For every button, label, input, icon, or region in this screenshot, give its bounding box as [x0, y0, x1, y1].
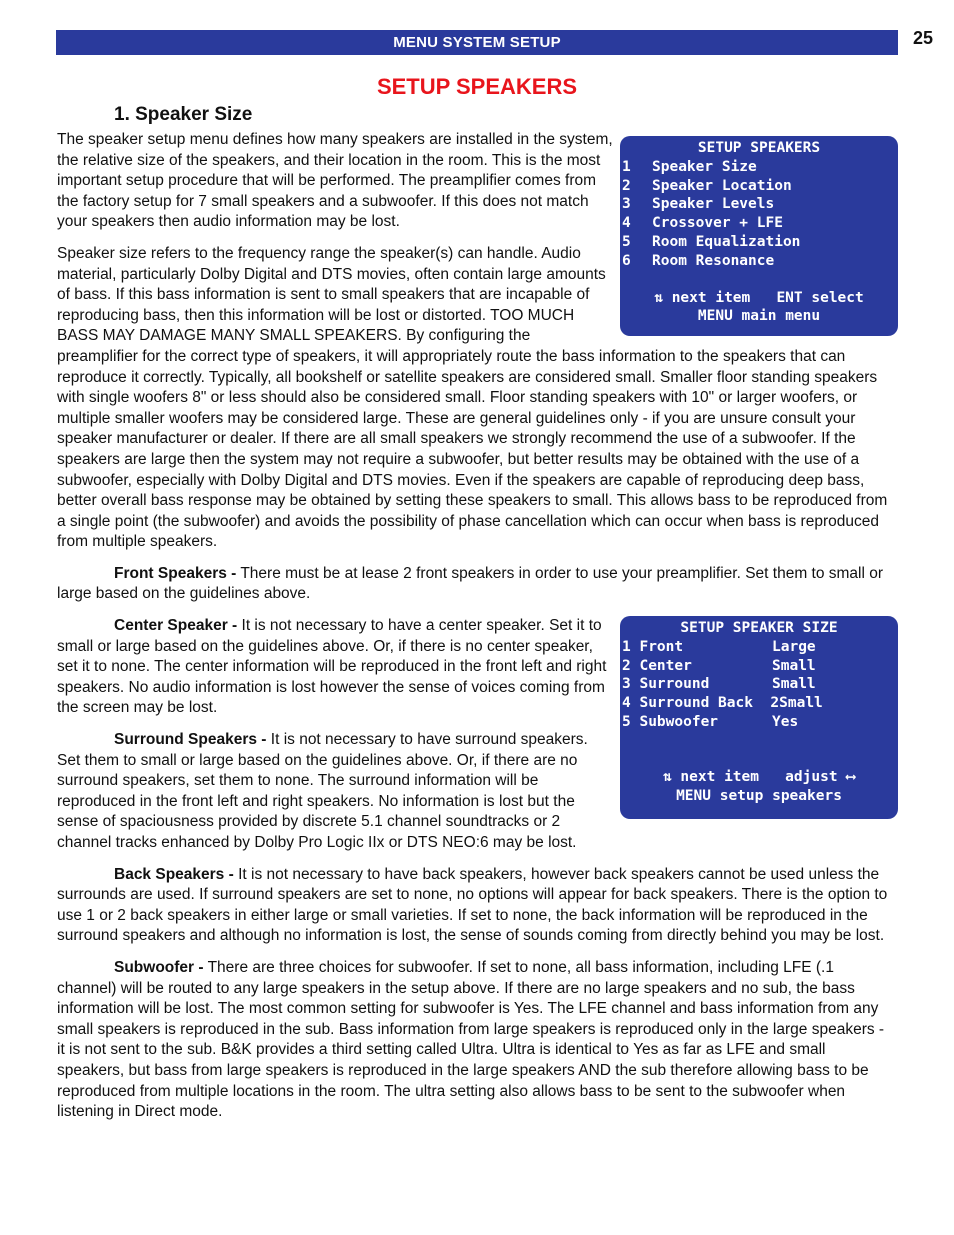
main-content — [57, 104, 893, 1134]
intro-paragraph: The speaker setup menu defines how many speakers are installed in the system, the relative size of the speakers, and their location in the room. This is the most important setup procedure that will be performed. The preamplifier comes from the factory setup for 7 small speakers and a subwoofer. If this does not match your speakers then audio information may be lost. — [57, 131, 613, 231]
menu-item: 3 Surround Small — [622, 676, 816, 693]
menu-item: 1 Front Large — [622, 638, 816, 655]
section-heading: 1. Speaker Size — [114, 104, 253, 125]
page-number: 25 — [913, 28, 934, 48]
surround-speakers-paragraph: Surround Speakers - It is not necessary to have surround speakers. Set them to small or large based on the guidelines above. Or, if there are no surround speakers, set them to none. The surround information will be reproduced in the front left and right speakers. No information is lost but the sense of spaciousness provided by discrete 5.1 channel soundtracks or 2 channel tracks enhanced by Dolby Pro Logic IIx or DTS NEO:6 may be lost. — [57, 731, 588, 851]
setup-speakers-menu — [620, 136, 898, 336]
front-speakers-paragraph: Front Speakers - There must be at lease 2 front speakers in order to use your preamplifier. Set them to small or large based on the guidelines above. — [57, 564, 884, 603]
page-title: SETUP SPEAKERS — [376, 74, 578, 99]
menu-item: 4 Crossover + LFE — [622, 215, 783, 232]
back-speakers-paragraph: Back Speakers - It is not necessary to have back speakers, however back speakers cannot be used unless the surrounds are used. If surround speakers are set to none, no options will appear for back speakers. There is the option to use 1 or 2 back speakers in either large or small varieties. If set to none, the back information will be reproduced in the surround speakers and although no information is lost, the sense of sounds coming from directly behind you may be lost. — [57, 865, 888, 945]
menu-item: 2 Center Small — [622, 657, 816, 674]
menu-item: 4 Surround Back 2 Small — [622, 695, 823, 712]
menu-title: SETUP SPEAKER SIZE — [680, 620, 838, 637]
front-speakers-label: Front Speakers - — [114, 564, 237, 582]
center-speaker-label: Center Speaker - — [114, 617, 238, 635]
menu-item: 6 Room Resonance — [622, 252, 775, 269]
menu-item: 5 Room Equalization — [622, 233, 801, 250]
menu-item: 1 Speaker Size — [622, 158, 757, 175]
speaker-size-paragraph: Speaker size refers to the frequency range the speaker(s) can handle. Audio material, particularly Dolby Digital and DTS movies, often contain large amounts of bass. If this bass information is sent to small speakers that are incapable of reproducing bass, then this information will be lost or distorted. TOO MUCH BASS MAY DAMAGE MANY SMALL SPEAKERS. By configuring the preamplifier for the correct type of speakers, it will appropriately route the bass information to the speakers that can reproduce it correctly. Typically, all bookshelf or satellite speakers are considered small. Smaller floor standing speakers with single woofers 8" or less should also be considered small. Floor standing speakers with 10" or larger woofers, or multiple smaller woofers may be considered large. These are general guidelines only - if you are unsure consult your speaker manufacturer or dealer. If there are all small speakers we strongly recommend the use of a subwoofer. If the speakers are large then the system may not require a subwoofer, but better results may be obtained with the use of a subwoofer, especially with Dolby Digital and DTS movies. Even if the speakers are capable of reproducing deep bass, better overall bass response may be obtained by setting these speakers to small. This allows bass to be reproduced from a single point (the subwoofer) and avoids the possibility of phase cancellation which can occur when bass is reproduced from multiple speakers. — [57, 244, 888, 551]
subwoofer-label: Subwoofer - — [114, 958, 204, 976]
menu-footer-nav: ⇅ next item adjust ⟷ — [662, 768, 856, 785]
section-title: MENU SYSTEM SETUP — [393, 34, 561, 51]
menu-item: 2 Speaker Location — [622, 177, 792, 194]
menu-footer-back: MENU main menu — [697, 308, 821, 325]
menu-title: SETUP SPEAKERS — [697, 140, 821, 156]
subwoofer-paragraph: Subwoofer - There are three choices for subwoofer. If set to none, all bass information, including LFE (.1 channel) will be routed to any large speakers in the setup above. If there are no large speakers and no sub, the bass information will be lost. The most common setting for subwoofer is Yes. The LFE channel and bass information from any small speakers is reproduced in the sub. Bass information from large speakers is reproduced only in the large speakers - it is not sent to the sub. B&K provides a third setting called Ultra. Ultra is identical to Yes as far as LFE and small speakers, but bass from large speakers is reproduced in the large speakers AND the sub therefore allowing bass to be reproduced from multiple locations in the room. The ultra setting also allows bass to be sent to the subwoofer when listening in Direct mode. — [57, 958, 885, 1121]
menu-footer-back: MENU setup speakers — [676, 787, 842, 804]
menu-item: 3 Speaker Levels — [622, 196, 775, 213]
setup-speaker-size-menu — [620, 616, 898, 819]
center-speaker-paragraph: Center Speaker - It is not necessary to have a center speaker. Set it to small or large based on the guidelines above. Or, if there is no center speaker, set it to none. The center information will be reproduced in the front left and right speakers. No audio information is lost however the sense of voices coming from the screen may be lost. — [57, 617, 607, 717]
section-header-bar — [56, 30, 898, 55]
surround-speakers-label: Surround Speakers - — [114, 731, 267, 749]
menu-footer-nav: ⇅ next item ENT select — [654, 289, 864, 306]
back-speakers-label: Back Speakers - — [114, 865, 234, 883]
menu-item: 5 Subwoofer Yes — [622, 714, 799, 731]
